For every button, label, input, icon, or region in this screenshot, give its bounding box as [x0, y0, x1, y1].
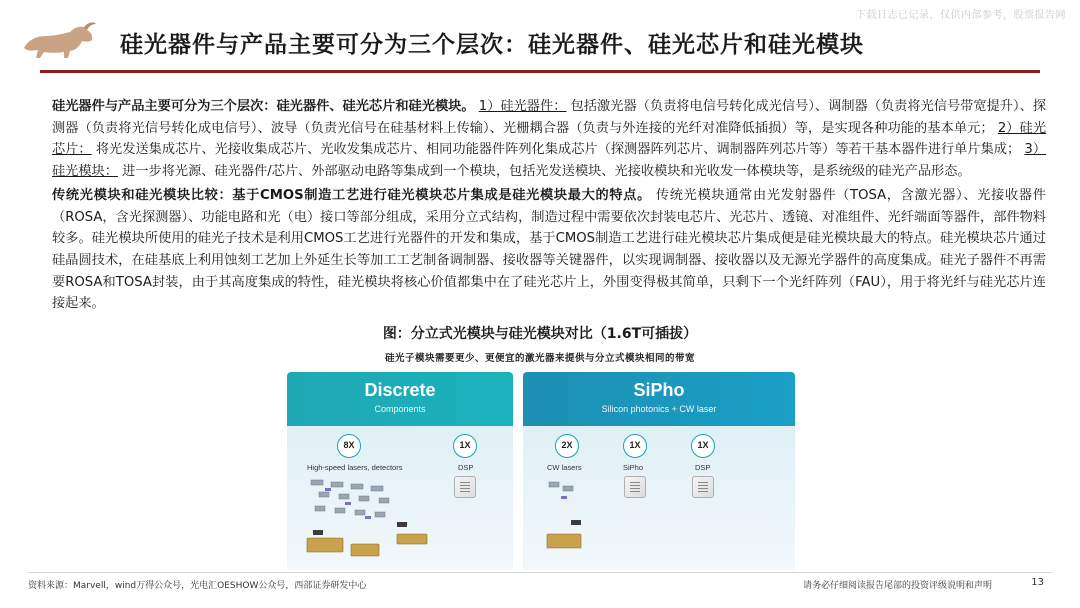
item-label: DSP	[695, 463, 711, 472]
paragraph-text: 传统光模块通常由光发射器件（TOSA，含激光器）、光接收器件（ROSA，含光探测器）、功能电路和光（电）接口等部分组成，采用分立式结构，制造过程中需要依次封装电芯片、光芯片、透镜、对准组件、光纤端面等器件，部件物料较多。硅光模块所使用的硅光子技术是利用CMOS工艺进行光器件的开发和集成，基于CMOS制造工艺进行硅光模块芯片集成便是硅光模块最大的特点。硅光模块芯片通过硅晶圆技术，在硅基底上利用蚀刻工艺加上外延生长等加工工艺制备调制器、接收器等关键器件，以实现调制器、接收器以及无源光学器件的高度集成。硅光子器件不再需要ROSA和TOSA封装，由于其高度集成的特性，硅光模块将核心价值都集中在了硅光芯片上，外围变得极其简单，只剩下一个光纤阵列（FAU），用于将光纤与硅光芯片连接起来。	[52, 187, 1046, 312]
figure-title: 图：分立式光模块与硅光模块对比（1.6T可插拔）	[382, 326, 698, 342]
tier-2-label: 2）硅光芯片：	[52, 120, 1047, 158]
item-label: SiPho	[623, 463, 644, 472]
figure-subtitle: 硅光子模块需要更少、更便宜的激光器来提供与分立式模块相同的带宽	[384, 353, 695, 364]
item-label: CW lasers	[547, 463, 582, 472]
discrete-panel-header	[287, 372, 513, 426]
discrete-components-icon	[301, 476, 441, 566]
dsp-chip-icon	[454, 476, 476, 498]
sipho-panel	[523, 372, 795, 570]
sipho-components-icon	[541, 476, 611, 566]
watermark: 下载日志已记录，仅供内部参考，股票报告网	[856, 10, 1066, 21]
source-note: 资料来源：Marvell，wind万得公众号，光电汇OESHOW公众号，西部证券研发中心	[28, 581, 367, 591]
count-badge: 8X	[337, 434, 361, 458]
item-label: DSP	[458, 463, 474, 472]
tier-3-text: 进一步将光源、硅光器件/芯片、外部驱动电路等集成到一个模块，包括光发送模块、光接收模块和光收发一体模块等，是系统级的硅光产品形态。	[122, 164, 971, 180]
dsp-chip-icon	[692, 476, 714, 498]
discrete-subtitle: Components	[374, 404, 426, 414]
sipho-title: SiPho	[633, 380, 685, 400]
header	[0, 0, 1080, 80]
paragraph-comparison	[52, 185, 1046, 315]
page-number: 13	[1031, 577, 1044, 588]
discrete-title: Discrete	[364, 380, 436, 400]
paragraph-lead: 传统光模块和硅光模块比较：基于CMOS制造工艺进行硅光模块芯片集成是硅光模块最大的特点。	[52, 187, 651, 203]
disclaimer-note: 请务必仔细阅读报告尾部的投资评级说明和声明	[802, 581, 992, 591]
paragraph-lead: 硅光器件与产品主要可分为三个层次：硅光器件、硅光芯片和硅光模块。	[52, 99, 475, 114]
count-badge: 1X	[691, 434, 715, 458]
title-divider	[40, 70, 1040, 73]
sipho-panel-body	[523, 426, 795, 570]
discrete-panel-body	[287, 426, 513, 570]
count-badge: 1X	[623, 434, 647, 458]
discrete-panel	[287, 372, 513, 570]
tier-3-label: 3）硅光模块：	[52, 142, 1047, 180]
sipho-subtitle: Silicon photonics + CW laser	[601, 404, 717, 414]
count-badge: 1X	[453, 434, 477, 458]
body-text	[52, 96, 1046, 317]
tier-2-text: 将光发送集成芯片、光接收集成芯片、光收发集成芯片、相同功能器件阵列化集成芯片（探测器阵列芯片、调制器阵列芯片等）等若干基本器件进行单片集成；	[95, 142, 1021, 158]
paragraph-tiers	[52, 96, 1046, 183]
count-badge: 2X	[555, 434, 579, 458]
tier-1-label: 1）硅光器件：	[478, 99, 567, 114]
bull-logo-icon	[18, 18, 98, 62]
page-title: 硅光器件与产品主要可分为三个层次：硅光器件、硅光芯片和硅光模块	[120, 32, 864, 58]
sipho-chip-icon	[624, 476, 646, 498]
sipho-panel-header	[523, 372, 795, 426]
footer-divider	[28, 572, 1052, 573]
item-label: High-speed lasers, detectors	[307, 463, 403, 472]
tier-1-text: 包括激光器（负责将电信号转化成光信号）、调制器（负责将光信号带宽提升）、探测器（负责将光信号转化成电信号）、波导（负责光信号在硅基材料上传输）、光栅耦合器（负责与外连接的光纤对准降低插损）等，是实现各种功能的基本单元；	[52, 99, 1047, 136]
